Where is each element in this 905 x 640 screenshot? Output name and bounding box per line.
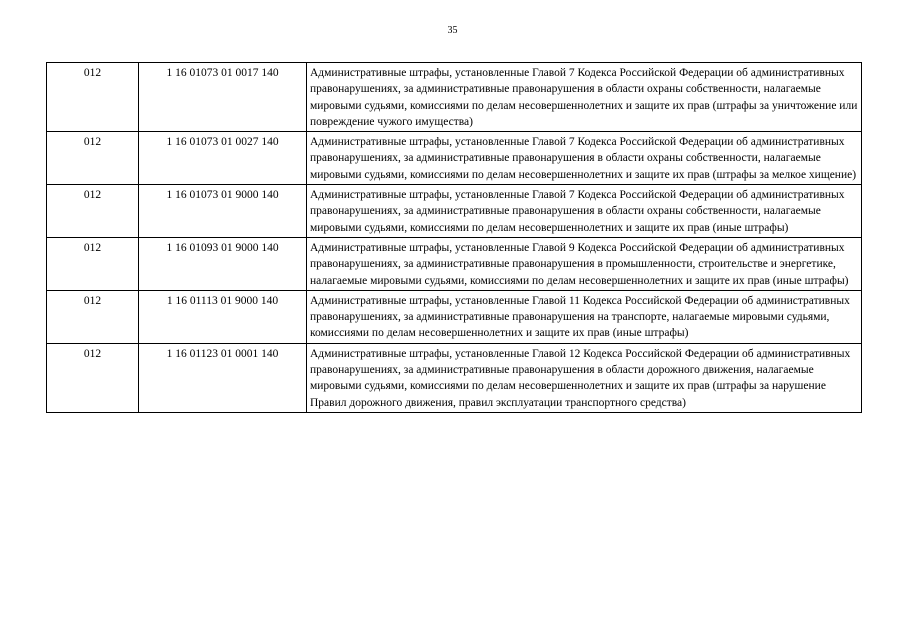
administrator-code-cell: 012 <box>47 63 139 132</box>
budget-code-cell: 1 16 01073 01 0017 140 <box>139 63 307 132</box>
budget-code-cell: 1 16 01113 01 9000 140 <box>139 290 307 343</box>
administrator-code-cell: 012 <box>47 343 139 412</box>
page-number: 35 <box>447 25 458 36</box>
description-cell: Административные штрафы, установленные Главой 7 Кодекса Российской Федерации об административных правонарушениях, за административные правонарушения в области охраны собственности, налагаемые мировыми судьями, комиссиями по делам несовершеннолетних и защите их прав (иные штрафы) <box>307 185 862 238</box>
description-cell: Административные штрафы, установленные Главой 11 Кодекса Российской Федерации об административных правонарушениях, за административные правонарушения на транспорте, налагаемые мировыми судьями, комиссиями по делам несовершеннолетних и защите их прав (иные штрафы) <box>307 290 862 343</box>
table-row <box>47 343 862 412</box>
description-cell: Административные штрафы, установленные Главой 9 Кодекса Российской Федерации об административных правонарушениях, за административные правонарушения в промышленности, строительстве и энергетике, налагаемые мировыми судьями, комиссиями по делам несовершеннолетних и защите их прав (иные штрафы) <box>307 237 862 290</box>
administrator-code-cell: 012 <box>47 185 139 238</box>
budget-code-cell: 1 16 01093 01 9000 140 <box>139 237 307 290</box>
administrator-code-cell: 012 <box>47 132 139 185</box>
administrator-code-cell: 012 <box>47 237 139 290</box>
administrator-code-cell: 012 <box>47 290 139 343</box>
table-row <box>47 132 862 185</box>
description-cell: Административные штрафы, установленные Главой 7 Кодекса Российской Федерации об административных правонарушениях, за административные правонарушения в области охраны собственности, налагаемые мировыми судьями, комиссиями по делам несовершеннолетних и защите их прав (штрафы за уничтожение или повреждение чужого имущества) <box>307 63 862 132</box>
table-row <box>47 290 862 343</box>
table-row <box>47 185 862 238</box>
description-cell: Административные штрафы, установленные Главой 12 Кодекса Российской Федерации об административных правонарушениях, за административные правонарушения в области дорожного движения, налагаемые мировыми судьями, комиссиями по делам несовершеннолетних и защите их прав (штрафы за нарушение Правил дорожного движения, правил эксплуатации транспортного средства) <box>307 343 862 412</box>
table-row <box>47 63 862 132</box>
budget-code-cell: 1 16 01073 01 9000 140 <box>139 185 307 238</box>
budget-code-cell: 1 16 01073 01 0027 140 <box>139 132 307 185</box>
table-row <box>47 237 862 290</box>
description-cell: Административные штрафы, установленные Главой 7 Кодекса Российской Федерации об административных правонарушениях, за административные правонарушения в области охраны собственности, налагаемые мировыми судьями, комиссиями по делам несовершеннолетних и защите их прав (штрафы за мелкое хищение) <box>307 132 862 185</box>
budget-code-cell: 1 16 01123 01 0001 140 <box>139 343 307 412</box>
classification-table <box>46 62 862 413</box>
